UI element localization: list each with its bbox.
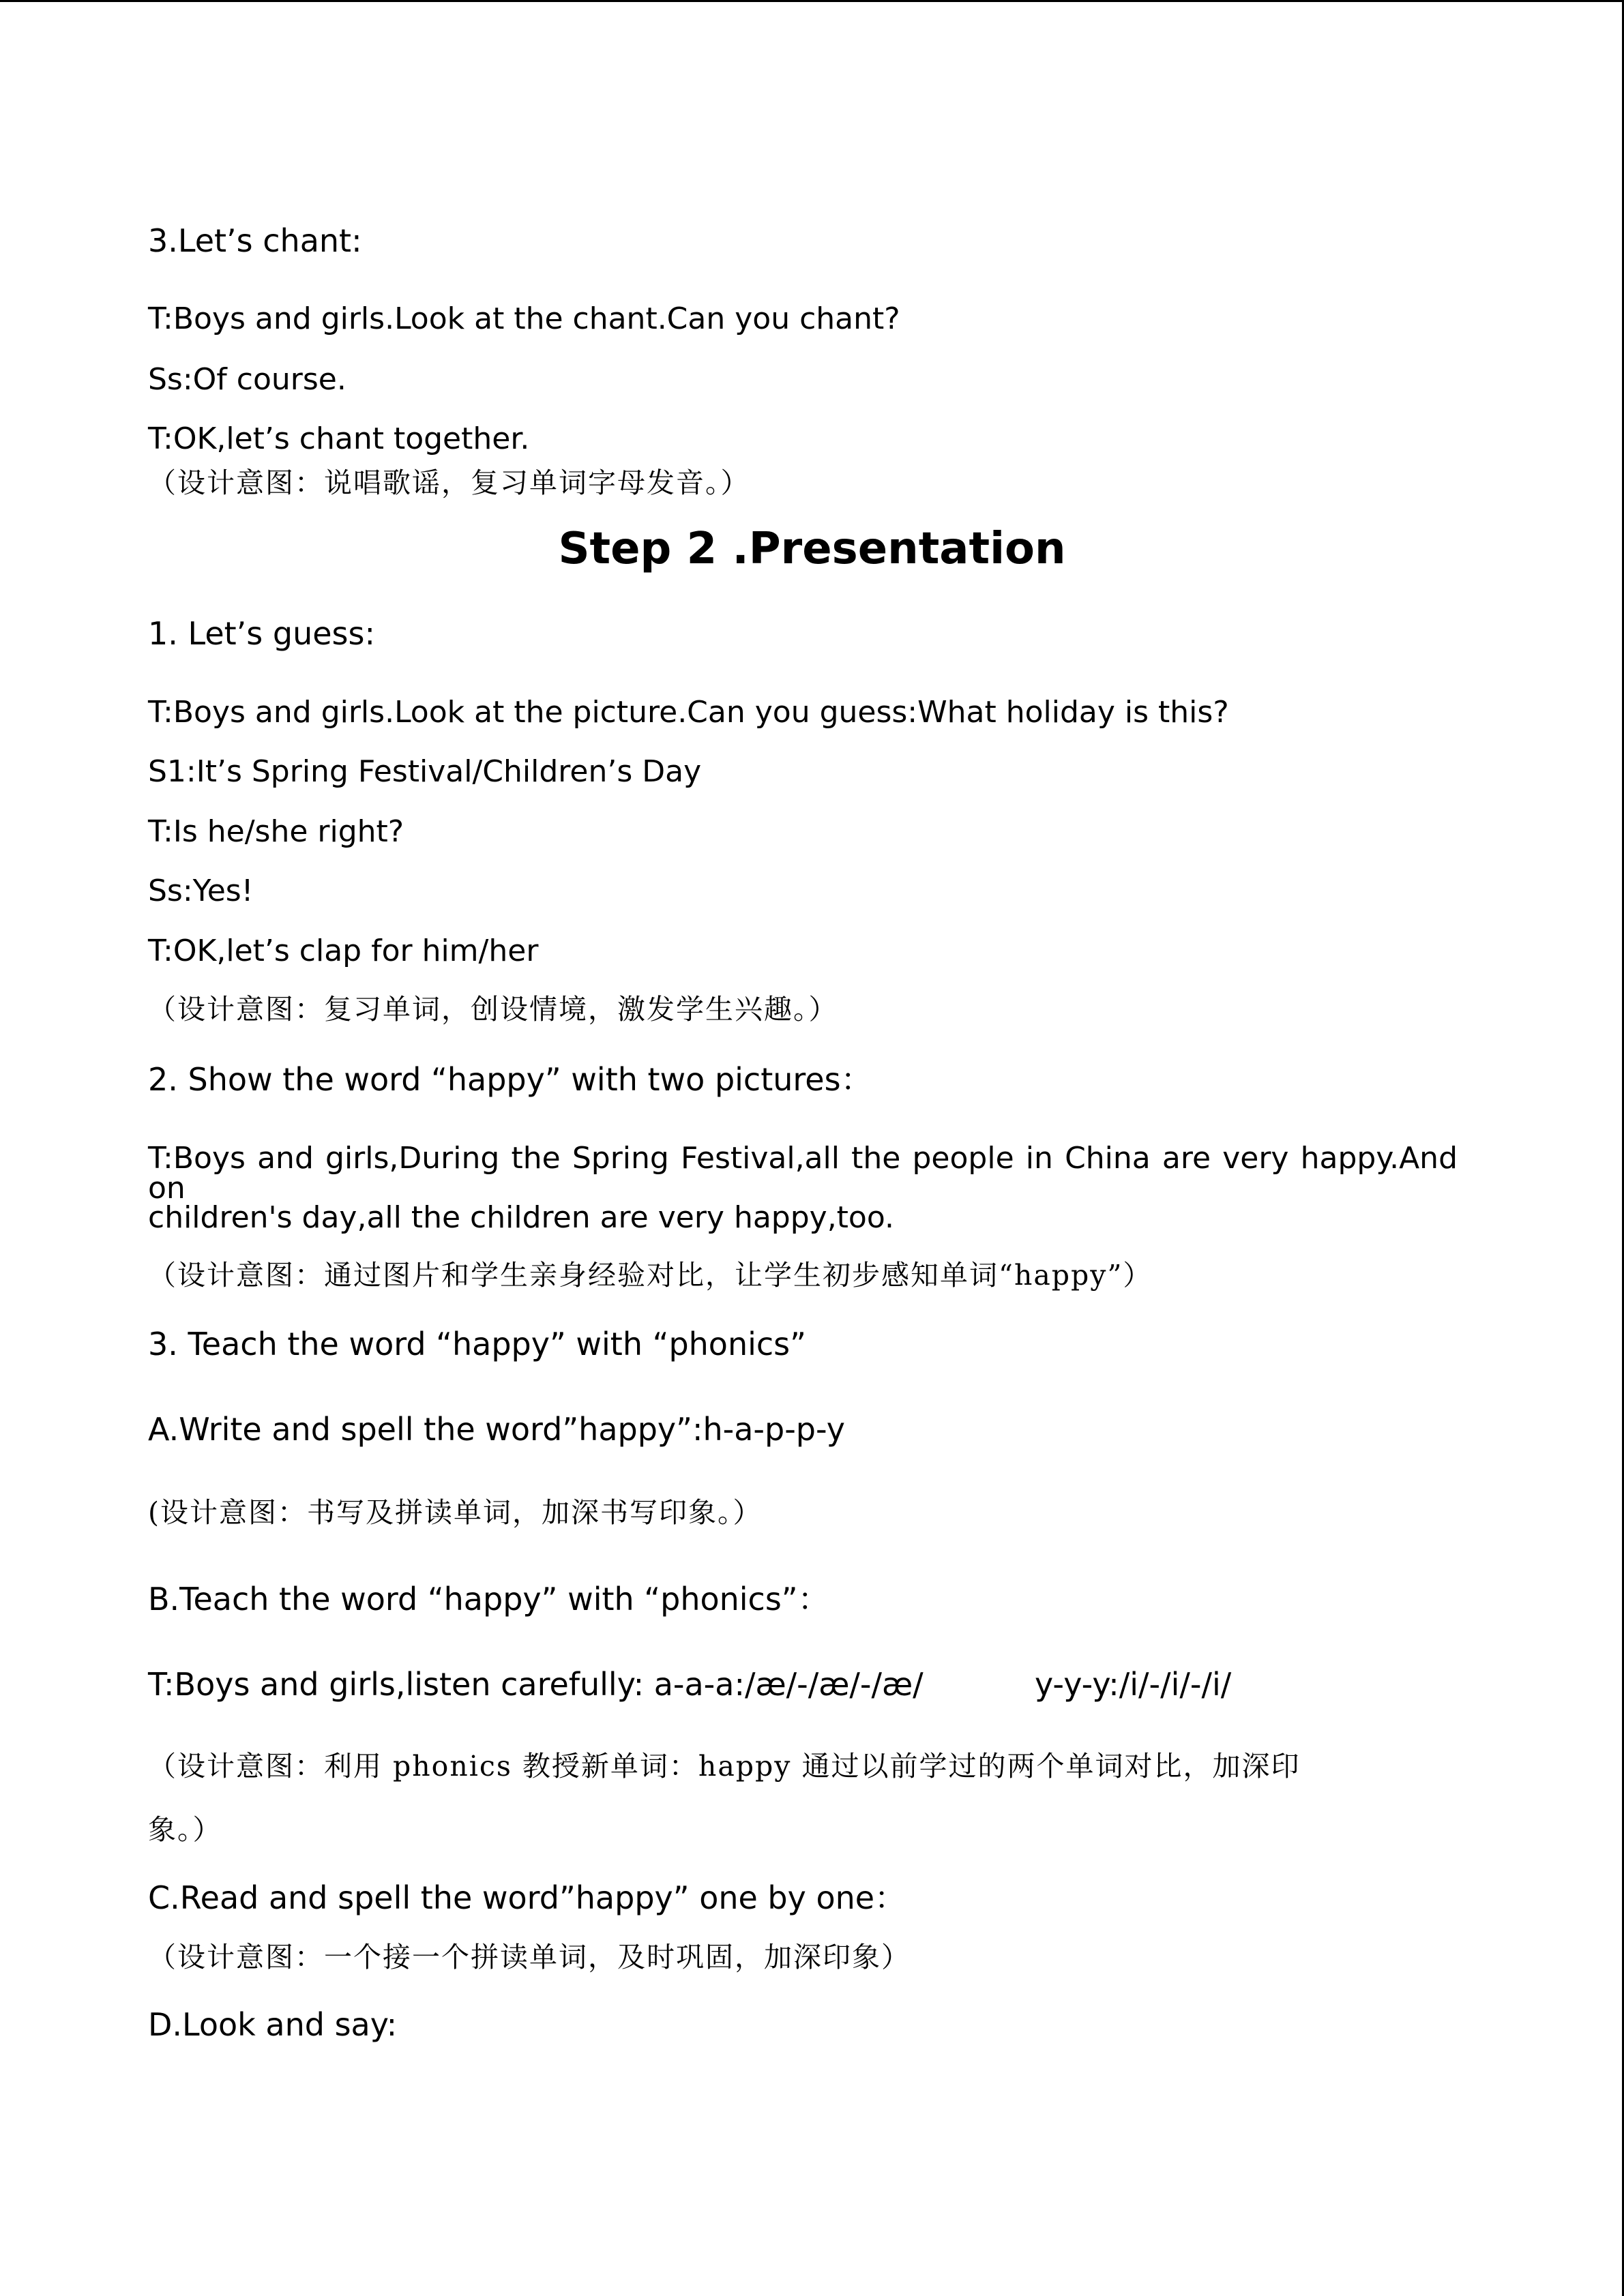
step-b-teacher-line-left: T:Boys and girls,listen carefully: a-a-a:/æ/-/æ/-/æ/ [148, 1666, 924, 1703]
guess-students-line: Ss:Yes! [148, 874, 254, 908]
guess-heading: 1. Let’s guess: [148, 615, 375, 652]
guess-teacher-line-1: T:Boys and girls.Look at the picture.Can you guess:What holiday is this? [148, 695, 1229, 730]
step-d-line: D.Look and say: [148, 2006, 398, 2043]
guess-design-note: （设计意图：复习单词，创设情境，激发学生兴趣。） [148, 993, 838, 1026]
step-c-design-note: （设计意图：一个接一个拼读单词，及时巩固，加深印象） [148, 1941, 911, 1973]
guess-student-line: S1:It’s Spring Festival/Children’s Day [148, 754, 702, 789]
step-b-design-note-2: 象。） [148, 1813, 222, 1846]
teach-heading: 3. Teach the word “happy” with “phonics” [148, 1326, 806, 1362]
step-2-heading: Step 2 .Presentation [558, 524, 1066, 574]
step-b-line: B.Teach the word “happy” with “phonics”： [148, 1581, 829, 1617]
chant-students-line: Ss:Of course. [148, 362, 346, 397]
guess-teacher-line-3: T:OK,let’s clap for him/her [148, 934, 539, 968]
step-c-line: C.Read and spell the word”happy” one by one： [148, 1879, 906, 1916]
chant-heading: 3.Let’s chant: [148, 222, 362, 259]
chant-design-note: （设计意图：说唱歌谣，复习单词字母发音。） [148, 466, 750, 499]
top-border-line [0, 0, 1624, 2]
show-teacher-line-1: T:Boys and girls,During the Spring Festival,all the people in China are very happy.And on [148, 1141, 1458, 1206]
step-b-teacher-line-right: y-y-y:/i/-/i/-/i/ [1035, 1666, 1232, 1703]
guess-teacher-line-2: T:Is he/she right? [148, 814, 404, 849]
show-teacher-line-2: children's day,all the children are very happy,too. [148, 1200, 894, 1235]
step-a-line: A.Write and spell the word”happy”:h-a-p-p-y [148, 1411, 846, 1448]
step-b-design-note-1: （设计意图：利用 phonics 教授新单词：happy 通过以前学过的两个单词对比，加深印 [148, 1750, 1301, 1783]
show-design-note: （设计意图：通过图片和学生亲身经验对比，让学生初步感知单词“happy”） [148, 1259, 1153, 1292]
show-heading: 2. Show the word “happy” with two pictures： [148, 1061, 872, 1098]
chant-teacher-line-2: T:OK,let’s chant together. [148, 421, 530, 456]
step-a-design-note: (设计意图：书写及拼读单词，加深书写印象。） [148, 1496, 763, 1529]
chant-teacher-line-1: T:Boys and girls.Look at the chant.Can you chant? [148, 301, 900, 336]
